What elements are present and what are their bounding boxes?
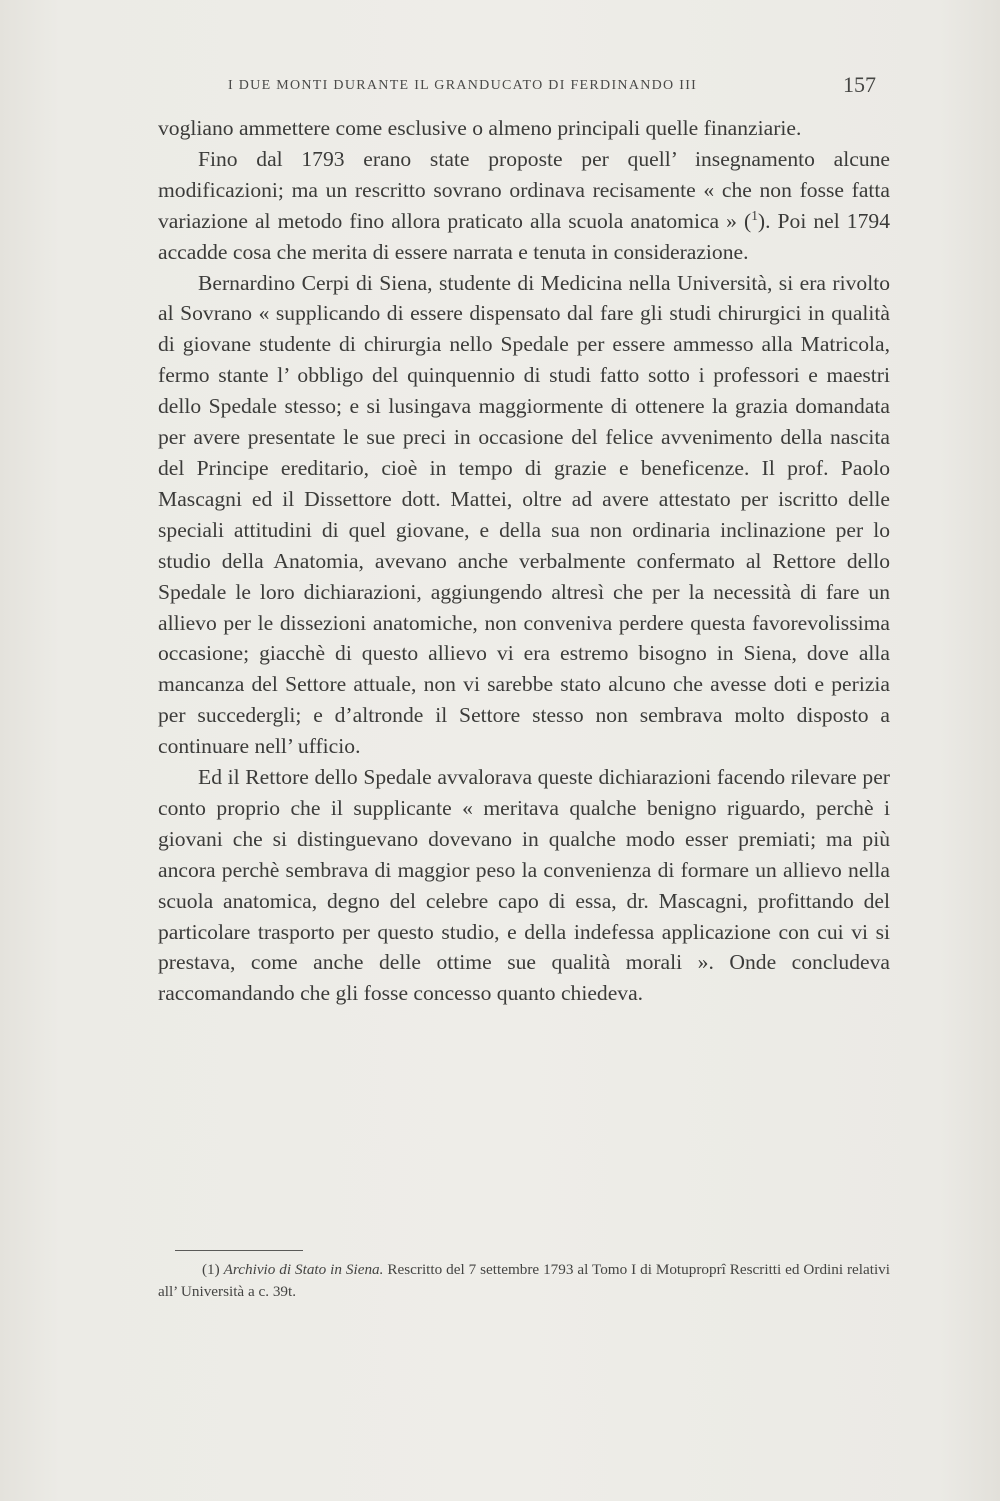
footnote-source: Archivio di Stato in Siena. — [223, 1261, 384, 1278]
paragraph-2-text-b: ). Poi nel 1794 accadde cosa che merita di essere narrata e tenuta in considerazione. — [158, 208, 890, 264]
paragraph-1: vogliano ammettere come esclusive o almeno principali quelle finanziarie. — [158, 116, 802, 140]
paragraph-3: Bernardino Cerpi di Siena, studente di Medicina nella Università, si era rivolto al Sovrano « supplicando di essere dispensato dal fare gli studi chirurgici in qualità di giovane studente di chirurgia nello Spedale per essere ammesso alla Matricola, fermo stante l’ obbligo del quinquennio di studi fatto sotto i professori e maestri dello Spedale stesso; e si lusingava maggiormente di ottenere la grazia domandata per avere presentate le sue preci in occasione del felice avvenimento della nascita del Principe ereditario, cioè in tempo di grazie e beneficenze. Il prof. Paolo Mascagni ed il Dissettore dott. Mattei, oltre ad avere attestato per iscritto delle speciali attitudini di quel giovane, e della sua non ordinaria inclinazione per lo studio della Anatomia, avevano anche verbalmente confermato al Rettore dello Spedale le loro dichiarazioni, aggiungendo altresì che per la necessità di fare un allievo per le dissezioni anatomiche, non conveniva perdere questa favorevolissima occasione; giacchè di questo allievo vi era estremo bisogno in Siena, dove alla mancanza del Settore attuale, non vi sarebbe stato alcuno che avesse doti e perizia per succedergli; e d’altronde il Settore stesso non sembrava molto disposto a continuare nell’ ufficio. — [158, 270, 890, 759]
footnotes — [158, 1259, 890, 1303]
footnote-marker: (1) — [202, 1261, 220, 1278]
running-head — [150, 72, 880, 102]
footnote-1 — [158, 1259, 890, 1303]
paragraph-2-text-a: Fino dal 1793 erano state proposte per quell’ insegnamento alcune modificazioni; ma un rescritto sovrano ordinava recisamente « che non fosse fatta variazione al metodo fino allora praticato alla scuola anatomica » ( — [158, 146, 890, 233]
body-text — [158, 113, 890, 1009]
footnote-reference: 1 — [751, 207, 758, 223]
paragraph-4: Ed il Rettore dello Spedale avvalorava queste dichiarazioni facendo rilevare per conto proprio che il supplicante « meritava qualche benigno riguardo, perchè i giovani che si distinguevano dovevano in qualche modo esser premiati; ma più ancora perchè sembrava di maggior peso la convenienza di formare un allievo nella scuola anatomica, degno del celebre capo di essa, dr. Mascagni, profittando del particolare trasporto per questo studio, e della indefessa applicazione con cui vi si prestava, come anche delle ottime sue qualità morali ». Onde concludeva raccomandando che gli fosse concesso quanto chiedeva. — [158, 765, 890, 1006]
footnote-rule — [175, 1250, 303, 1251]
running-title: I DUE MONTI DURANTE IL GRANDUCATO DI FERDINANDO III — [228, 78, 698, 93]
paragraph-2 — [158, 144, 890, 268]
page-number: 157 — [843, 72, 876, 97]
footnote-text: Rescritto del 7 settembre 1793 al Tomo I di Motuproprî Rescritti ed Ordini relativi all’ Università a c. 39t. — [158, 1261, 890, 1300]
